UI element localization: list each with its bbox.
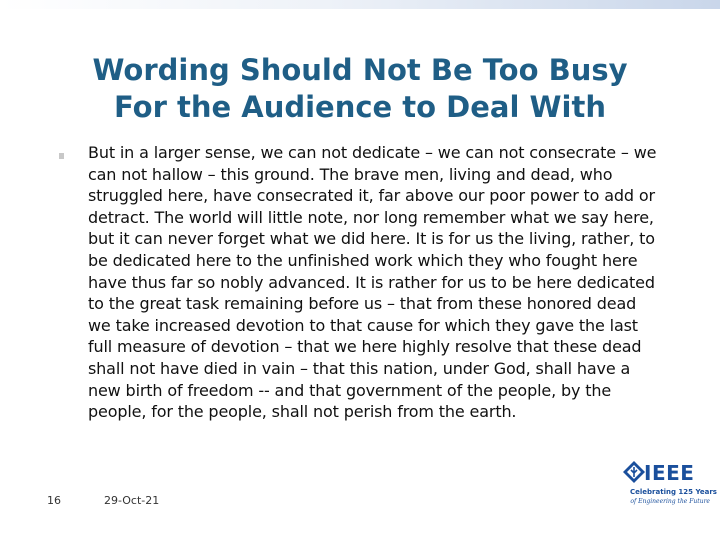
ieee-tagline: of Engineering the Future: [630, 498, 710, 505]
ieee-logo: [622, 460, 717, 510]
slide-title-line-2: For the Audience to Deal With: [114, 90, 606, 124]
body-paragraph: But in a larger sense, we can not dedicate – we can not consecrate – we can not hallow – this ground. The brave men, living and dead, who struggled here, have consecrated it, far above our poor power to add or detract. The world will little note, nor long remember what we say here, but it can never forget what we did here. It is for us the living, rather, to be dedicated here to the unfinished work which they who fought here have thus far so nobly advanced. It is rather for us to be here dedicated to the great task remaining before us – that from these honored dead we take increased devotion to that cause for which they gave the last full measure of devotion – that we here highly resolve that these dead shall not have died in vain – that this nation, under God, shall have a new birth of freedom -- and that government of the people, by the people, for the people, shall not perish from the earth.: [88, 143, 657, 422]
slide-title-line-1: Wording Should Not Be Too Busy: [92, 53, 628, 87]
footer-date: 29-Oct-21: [104, 494, 160, 507]
ieee-kite-icon: [622, 460, 646, 484]
ieee-wordmark: IEEE: [644, 461, 695, 485]
slide-title: [40, 52, 680, 126]
bullet-marker: [59, 153, 64, 159]
top-decorative-band: [0, 0, 720, 9]
slide-number: 16: [47, 494, 61, 507]
ieee-celebrating-text: Celebrating 125 Years: [630, 488, 717, 496]
